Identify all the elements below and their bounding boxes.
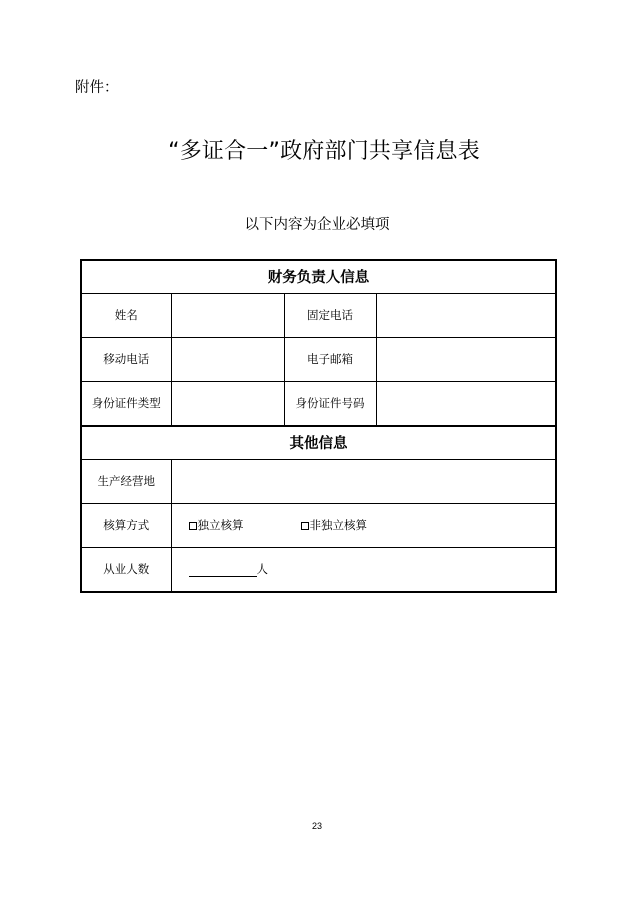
landline-label: 固定电话 xyxy=(284,293,376,337)
checkbox-icon xyxy=(301,522,309,530)
table-row xyxy=(81,293,556,337)
id-number-value-cell xyxy=(376,381,556,426)
option-label: 独立核算 xyxy=(197,518,244,532)
option-label: 非独立核算 xyxy=(309,518,367,532)
page-number: 23 xyxy=(311,821,322,831)
id-type-value-cell xyxy=(171,381,284,426)
fill-in-blank-line xyxy=(189,565,257,577)
name-value-cell xyxy=(171,293,284,337)
table-row xyxy=(81,459,556,503)
landline-value-cell xyxy=(376,293,556,337)
employees-value-cell xyxy=(171,547,556,592)
name-label: 姓名 xyxy=(81,293,171,337)
finance-section-title: 财务负责人信息 xyxy=(81,260,556,293)
attachment-label: 附件： xyxy=(75,80,119,96)
accounting-label: 核算方式 xyxy=(81,503,171,547)
table-row xyxy=(81,381,556,426)
id-type-label: 身份证件类型 xyxy=(81,381,171,426)
accounting-option-non-independent xyxy=(301,517,368,533)
employees-unit: 人 xyxy=(256,562,268,577)
page-title: “多证合一”政府部门共享信息表 xyxy=(168,139,480,164)
employees-label: 从业人数 xyxy=(81,547,171,592)
address-label: 生产经营地 xyxy=(81,459,171,503)
info-form-table xyxy=(80,259,557,593)
checkbox-icon xyxy=(189,522,197,530)
email-value-cell xyxy=(376,337,556,381)
other-section-header-row xyxy=(81,426,556,459)
mobile-value-cell xyxy=(171,337,284,381)
table-row xyxy=(81,337,556,381)
mobile-label: 移动电话 xyxy=(81,337,171,381)
table-row xyxy=(81,503,556,547)
email-label: 电子邮箱 xyxy=(284,337,376,381)
id-number-label: 身份证件号码 xyxy=(284,381,376,426)
page-subtitle: 以下内容为企业必填项 xyxy=(244,217,390,233)
finance-section-header-row xyxy=(81,260,556,293)
accounting-options-cell xyxy=(171,503,556,547)
other-section-title: 其他信息 xyxy=(81,426,556,459)
accounting-option-independent xyxy=(189,517,301,533)
address-value-cell xyxy=(171,459,556,503)
table-row xyxy=(81,547,556,592)
